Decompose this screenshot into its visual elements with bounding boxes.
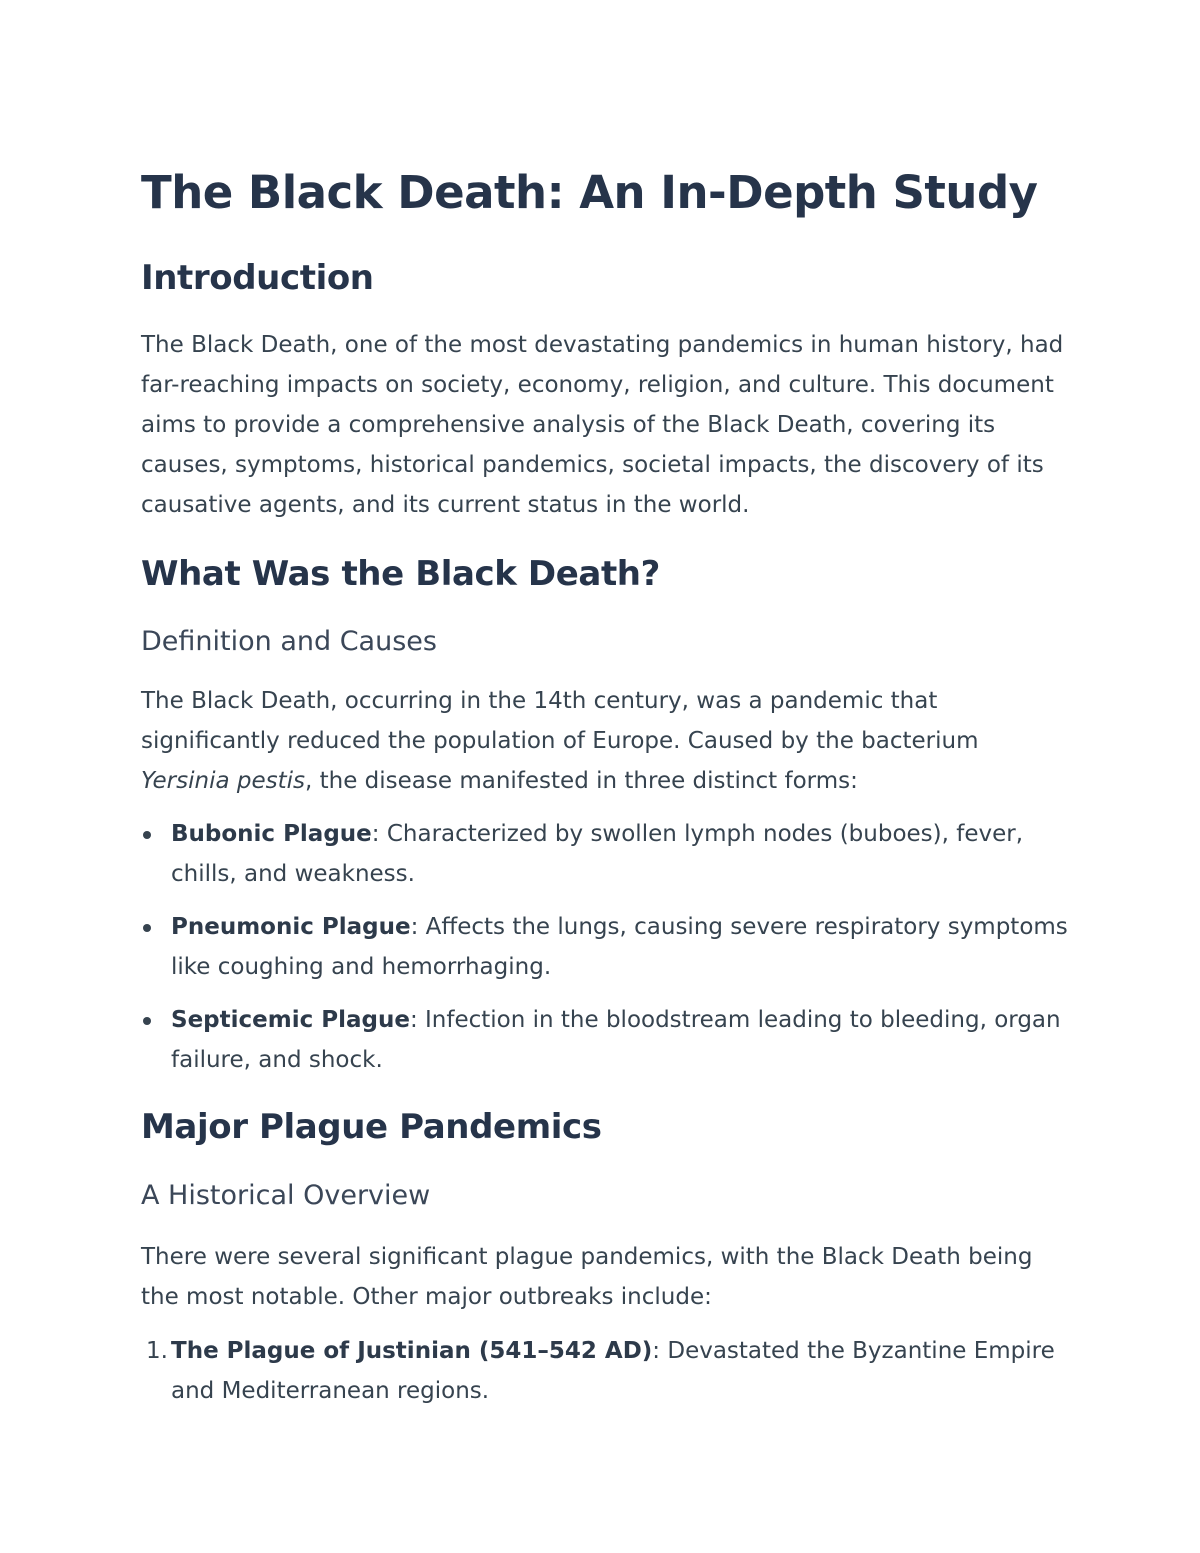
form-description: : Infection in the bloodstream leading to bleeding, organ failure, and shock. xyxy=(171,1007,1061,1073)
definition-text-end: , the disease manifested in three distinct forms: xyxy=(305,768,858,794)
bacterium-name: Yersinia pestis xyxy=(141,768,305,794)
form-term: Septicemic Plague xyxy=(171,1007,410,1033)
form-description: : Characterized by swollen lymph nodes (buboes), fever, chills, and weakness. xyxy=(171,821,1024,887)
bullet-icon xyxy=(143,924,151,932)
list-item xyxy=(141,907,1071,987)
list-number: 1. xyxy=(146,1338,168,1364)
outbreak-term: The Plague of Justinian (541–542 AD) xyxy=(171,1338,653,1364)
form-term: Pneumonic Plague xyxy=(171,914,411,940)
outbreaks-list xyxy=(141,1331,1071,1424)
introduction-paragraph: The Black Death, one of the most devastating pandemics in human history, had far-reaching impacts on society, economy, religion, and culture. This document aims to provide a comprehensive analysis of the Black Death, covering its causes, symptoms, historical pandemics, societal impacts, the discovery of its causative agents, and its current status in the world. xyxy=(141,332,1064,518)
definition-paragraph xyxy=(141,681,1071,801)
pandemics-paragraph: There were several significant plague pandemics, with the Black Death being the most notable. Other major outbreaks include: xyxy=(141,1244,1033,1310)
definition-text-start: The Black Death, occurring in the 14th century, was a pandemic that significantly reduced the population of Europe. Caused by the bacterium xyxy=(141,688,979,754)
outbreak-description: : Devastated the Byzantine Empire and Mediterranean regions. xyxy=(171,1338,1055,1404)
list-item xyxy=(141,1000,1071,1080)
bullet-icon xyxy=(143,1017,151,1025)
subheading-historical-overview: A Historical Overview xyxy=(141,1180,431,1211)
heading-what-was: What Was the Black Death? xyxy=(141,554,660,594)
heading-major-pandemics: Major Plague Pandemics xyxy=(141,1107,602,1147)
bullet-icon xyxy=(143,831,151,839)
plague-forms-list xyxy=(141,814,1071,1093)
list-item xyxy=(141,814,1071,894)
document-title: The Black Death: An In-Depth Study xyxy=(141,166,1038,219)
heading-introduction: Introduction xyxy=(141,258,374,298)
list-item xyxy=(141,1331,1071,1411)
form-term: Bubonic Plague xyxy=(171,821,372,847)
form-description: : Affects the lungs, causing severe respiratory symptoms like coughing and hemorrhaging. xyxy=(171,914,1068,980)
subheading-definition-causes: Definition and Causes xyxy=(141,626,437,657)
